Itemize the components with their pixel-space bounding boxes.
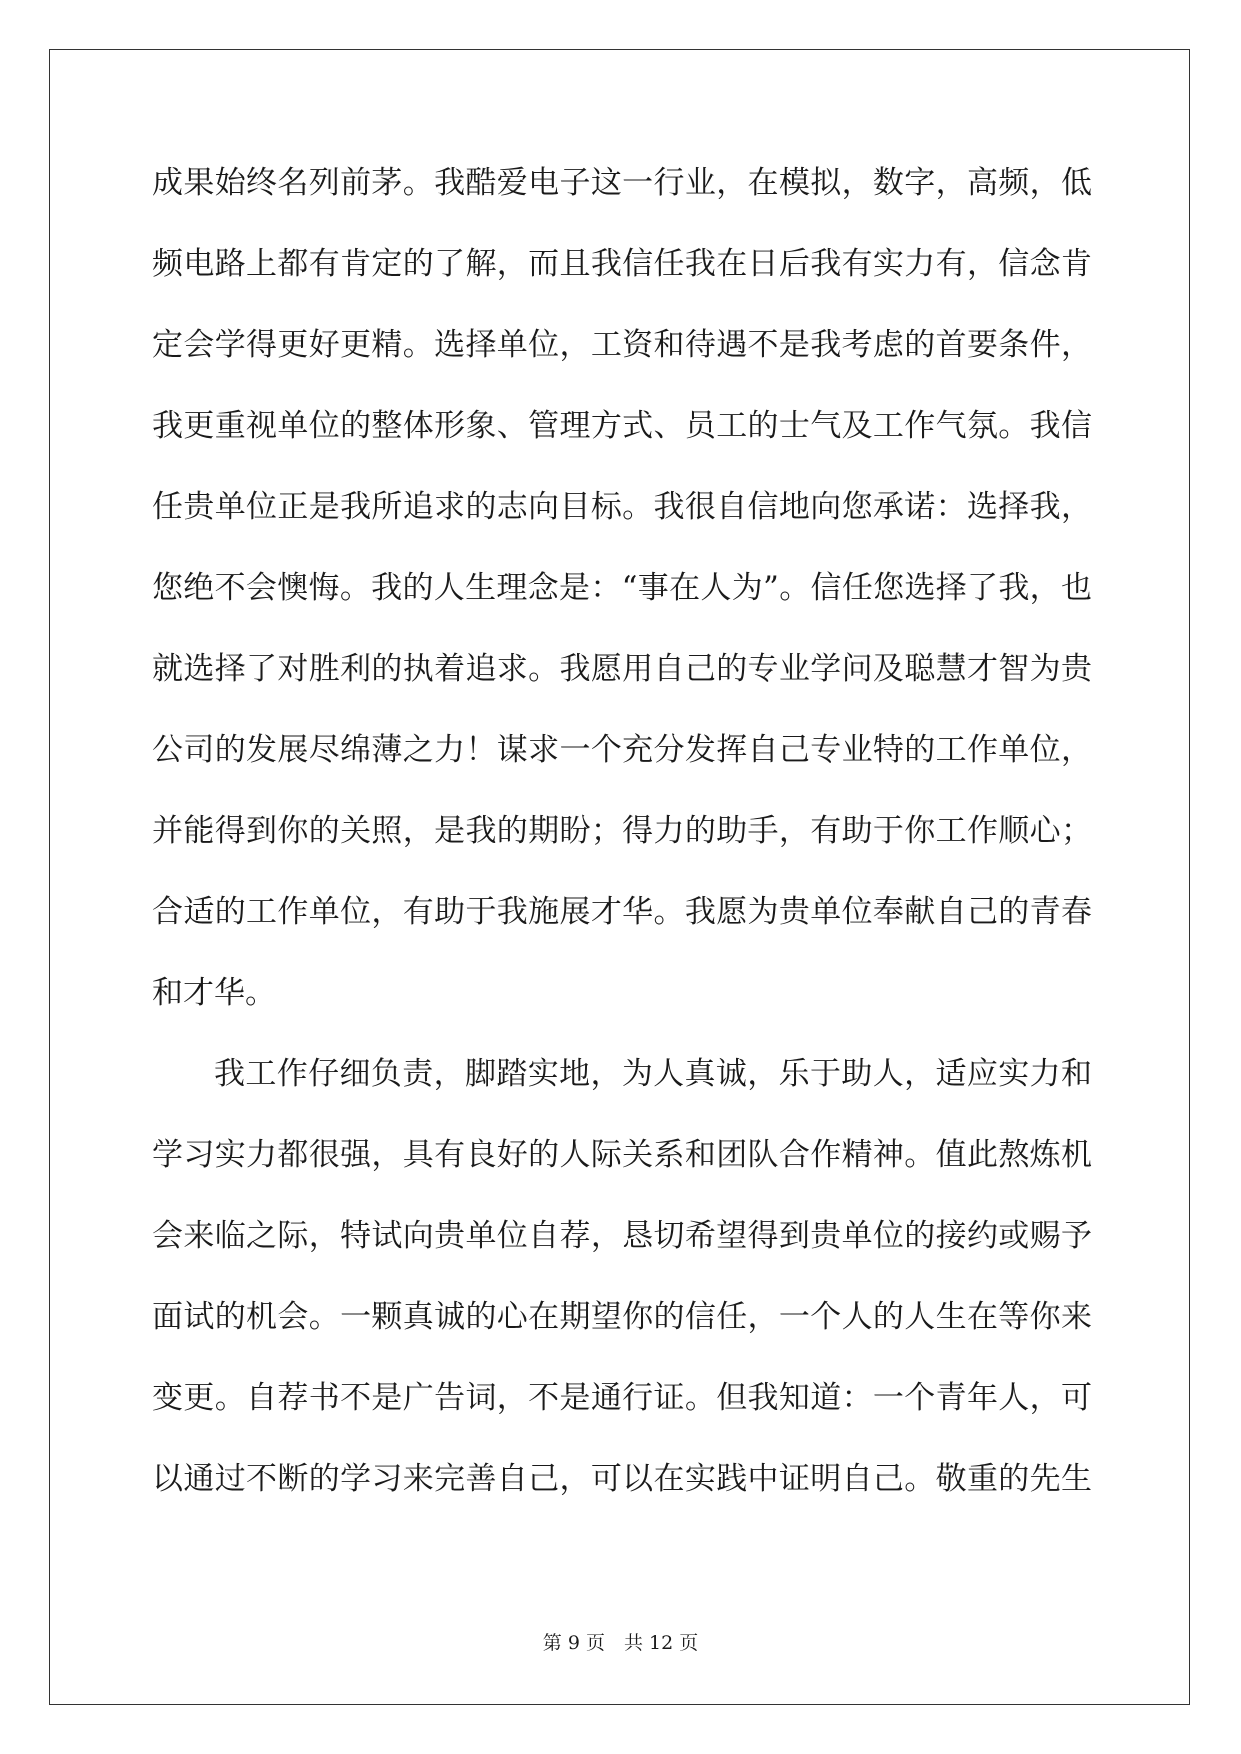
- text-line: 并能得到你的关照，是我的期盼；得力的助手，有助于你工作顺心；: [152, 813, 1092, 849]
- text-line: 定会学得更好更精。选择单位，工资和待遇不是我考虑的首要条件，: [152, 327, 1092, 363]
- text-line: 会来临之际，特试向贵单位自荐，恳切希望得到贵单位的接约或赐予: [152, 1218, 1092, 1254]
- text-line: 合适的工作单位，有助于我施展才华。我愿为贵单位奉献自己的青春: [152, 894, 1092, 930]
- document-body: [152, 163, 1092, 1540]
- text-line: 变更。自荐书不是广告词，不是通行证。但我知道：一个青年人，可: [152, 1380, 1092, 1416]
- text-line: 学习实力都很强，具有良好的人际关系和团队合作精神。值此熬炼机: [152, 1137, 1092, 1173]
- text-line: 我更重视单位的整体形象、管理方式、员工的士气及工作气氛。我信: [152, 408, 1092, 444]
- text-line: 任贵单位正是我所追求的志向目标。我很自信地向您承诺：选择我，: [152, 489, 1092, 525]
- text-line: 成果始终名列前茅。我酷爱电子这一行业，在模拟，数字，高频，低: [152, 165, 1092, 201]
- text-line: 面试的机会。一颗真诚的心在期望你的信任，一个人的人生在等你来: [152, 1299, 1092, 1335]
- text-line: 公司的发展尽绵薄之力！谋求一个充分发挥自己专业特的工作单位，: [152, 732, 1092, 768]
- text-line: 以通过不断的学习来完善自己，可以在实践中证明自己。敬重的先生: [152, 1461, 1092, 1497]
- text-line: 和才华。: [152, 975, 276, 1011]
- page-number-footer: 第 9 页 共 12 页: [542, 1632, 699, 1654]
- text-line: 就选择了对胜利的执着追求。我愿用自己的专业学问及聪慧才智为贵: [152, 651, 1092, 687]
- text-line-indented: 我工作仔细负责，脚踏实地，为人真诚，乐于助人，适应实力和: [214, 1056, 1092, 1092]
- text-line: 您绝不会懊悔。我的人生理念是：“事在人为”。信任您选择了我，也: [152, 570, 1092, 606]
- text-line: 频电路上都有肯定的了解，而且我信任我在日后我有实力有，信念肯: [152, 246, 1092, 282]
